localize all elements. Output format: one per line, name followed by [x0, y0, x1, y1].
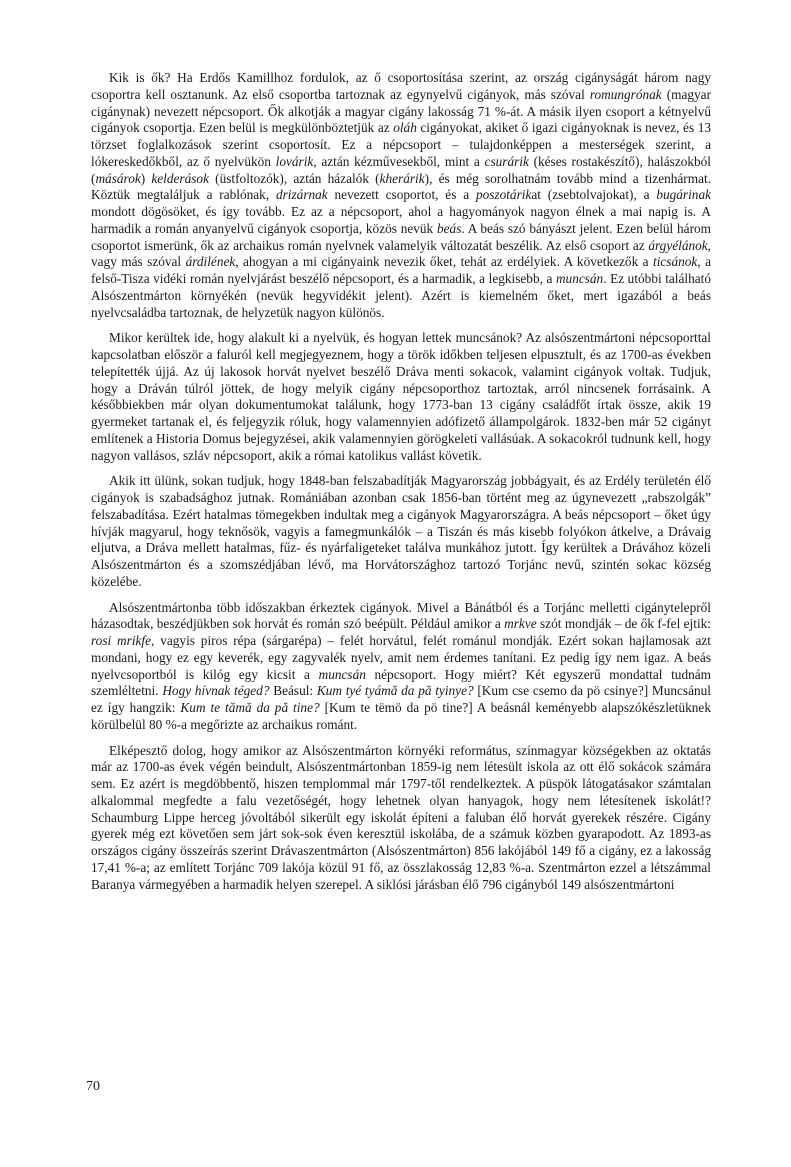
text-run: . Ez utóbbi található Alsószentmárton környékén (nevük hegyvidékit jelent). Azért is kiemelném őket, mert igazából a beás nyelvcsaládba tartoznak, de helyzetük nagyon különös.: [91, 271, 711, 320]
italic-term: rosi mrikfe: [91, 633, 152, 648]
paragraph-2: [91, 330, 711, 464]
text-run: , aztán kézművesekből, mint a: [313, 153, 485, 169]
italic-term: csurárik: [484, 153, 529, 169]
italic-term: kherárik: [379, 170, 425, 186]
italic-term: muncsán: [555, 271, 604, 286]
paragraph-4: [91, 600, 711, 734]
text-run: (üstfoltozók), aztán házalók (: [208, 170, 380, 186]
italic-term: romungrónak: [589, 86, 662, 102]
text-run: at (zsebtolvajokat), a: [531, 187, 657, 203]
text-run: népcsoport. Hogy miért? Két egyszerű mondattal tudnám szemléltetni.: [91, 666, 711, 699]
italic-term: poszotárik: [475, 187, 532, 203]
text-run: . A beás szó bányászt jelent. Ezen belül három csoportot ismerünk, ők az archaikus román nyelvnek valamelyik változatát beszélik. Az első csoport az: [91, 220, 711, 253]
text-run: (késes rostakészítő), halászokból (: [91, 153, 712, 186]
page-number: 70: [86, 1079, 100, 1094]
text-run: ), és még sorolhatnám tovább mind a tizenhármat. Köztük megtaláljuk a rablónak,: [91, 170, 711, 203]
text-run: , vagyis piros répa (sárgarépa) – felét horvátul, felét románul mondják. Ezért sokan hajlamosak azt mondani, hogy ez egy keverék, egy zagyvalék nyelv, amit nem érdemes tanítani. Ez pedig így nem igaz. A beás nyelvcsoportból is kilóg egy kicsit a: [91, 633, 711, 682]
italic-term: másárok: [95, 170, 141, 186]
text-run: [Kum cse csemo da pö csinye?] Muncsánul ez így hangzik:: [91, 683, 711, 715]
text-run: mondott dögösöket, és így tovább. Ez az a népcsoport, ahol a hagyományok nagyon élnek a mai napig is. A harmadik a román anyanyelvű cigányok csoportja, közös nevük: [91, 204, 711, 236]
text-run: Alsószentmártonba több időszakban érkeztek cigányok. Mivel a Bánátból és a Torjánc melletti cigánytelepről házasodtak, beszédjükben sok horvát és román szó beépült. Például amikor a: [91, 599, 711, 632]
italic-term: ticsánok: [653, 254, 698, 270]
italic-term: kelderások: [151, 170, 209, 186]
text-run: , ahogyan a mi cigányaink nevezik őket, tehát az erdélyiek. A következők a: [235, 254, 653, 270]
italic-term: Kum te tămă da pă tine?: [180, 700, 320, 715]
italic-term: árgyélánok: [648, 237, 708, 253]
italic-term: lovárik: [275, 153, 314, 169]
text-run: , vagy más szóval: [91, 237, 711, 270]
text-run: Beásul:: [269, 683, 317, 699]
body-text: [91, 70, 711, 893]
italic-term: mrkve: [504, 616, 537, 632]
italic-term: Hogy hívnak téged?: [162, 683, 270, 699]
text-run: nevezett csoportot, és a: [327, 187, 476, 203]
italic-term: Kum tyé tyámă da pă tyinye?: [316, 683, 474, 699]
text-run: , a felső-Tisza vidéki román nyelvjárást beszélő népcsoport, és a harmadik, a legkisebb, a: [91, 254, 711, 286]
text-run: ): [140, 170, 152, 186]
text-run: Akik itt ülünk, sokan tudjuk, hogy 1848-ban felszabadítják Magyarország jobbágyait, és az Erdély területén élő cigányok is szabadsághoz jutnak. Romániában azonban csak 1856-ban történt meg az úgynevezett „rabszolgák” felszabadítása. Ezért hatalmas tömegekben indultak meg a cigányok Magyarországra. A beás népcsoport – őket úgy hívják magyarul, hogy teknősök, vagyis a famegmunkálók – a Tiszán és más kisebb folyókon átkelve, a Drávaig eljutva, a Dráva mellett hatalmas, fűz- és nyárfaligeteket találva munkához jutott. Így kerültek a Drávához közeli Alsószentmárton és a szomszédjában lévő, ma Horvátországhoz tartozó Torjánc nevű, szintén sokac község közelébe.: [91, 473, 711, 589]
text-run: (magyar cigánynak) nevezett népcsoport. Ők alkotják a magyar cigány lakosság 71 %-át. A másik ilyen csoport a kétnyelvű cigányok csoportja. Ezen belül is megkülönböztetjük az: [91, 86, 711, 136]
italic-term: drizárnak: [275, 187, 328, 203]
text-run: cigányokat, akiket ő igazi cigányoknak is nevez, és 13 törzset foglalkozások szerint csoportosít. Ez a népcsoport – tulajdonképpen a mesterségek szerint, a lókereskedőkből, az ő nyelvükön: [91, 120, 711, 169]
italic-term: árdilének: [185, 254, 236, 270]
text-run: Kik is ők? Ha Erdős Kamillhoz fordulok, az ő csoportosítása szerint, az ország cigányságát három nagy csoportra kell osztanunk. Az első csoportba tartoznak az egynyelvű cigányok, más szóval: [91, 70, 711, 102]
paragraph-3: [91, 473, 711, 590]
paragraph-1: [91, 70, 711, 321]
italic-term: oláh: [393, 120, 417, 136]
italic-term: beás: [437, 220, 462, 236]
text-run: szót mondják – de ők f-fel ejtik:: [536, 616, 711, 632]
italic-term: bugárinak: [656, 187, 711, 203]
paragraph-5: [91, 743, 711, 894]
italic-term: muncsán: [318, 666, 366, 682]
text-run: Mikor kerültek ide, hogy alakult ki a nyelvük, és hogyan lettek muncsánok? Az alsószentmártoni népcsoporttal kapcsolatban először a faluról kell megjegyeznem, hogy a török időkben teljesen elpusztult, és az 1700-as években telepítették újjá. Az új lakosok horvát nyelvet beszélő Dráva menti sokacok, valamint cigányok voltak. Tudjuk, hogy a Dráván túlról jöttek, de hogy melyik cigány népcsoporthoz tartoztak, arról nincsenek forrásaink. A későbbiekben már olyan dokumentumokat találunk, hogy 1773-ban 13 cigány családfőt írtak össze, akik 19 gyermeket tartanak el, és feljegyzik róluk, hogy valamennyien adófizető állampolgárok. 1832-ben már 52 cigányt említenek a Historia Domus bejegyzései, akik valamennyien görögkeleti vallásúak. A sokacokról tudnunk kell, hogy nagyon vallásos, szláv népcsoport, akik a római katolikus vallást követik.: [91, 330, 711, 463]
text-run: [Kum te tëmö da pö tine?] A beásnál keményebb alapszókészletüknek körülbelül 80 %-a megőrizte az archaikus románt.: [91, 700, 711, 732]
text-run: Elképesztő dolog, hogy amikor az Alsószentmárton környéki református, színmagyar községekben az oktatás már az 1700-as évek végén beindult, Alsószentmártonban 1859-ig nem létesült iskola az ott élő sokácok számára sem. Ez azért is megdöbbentő, hiszen templommal már 1797-től rendelkeztek. A püspök látogatásakor számtalan alkalommal megfedte a falu vezetőségét, hogy lehetnek olyan hanyagok, hogy nem létesítenek iskolát!? Schaumburg Lippe herceg jóvoltából sikerült egy iskolát építeni a faluban élő horvát gyerekek részére. Cigány gyerek még ezt követően sem járt sok-sok éven keresztül iskolába, de a számuk közben gyarapodott. Az 1893-as országos cigány összeírás szerint Drávaszentmárton (Alsószentmárton) 856 lakójából 149 fő a cigány, ez a lakosság 17,41 %-a; az említett Torjánc 709 lakója közül 91 fő, az összlakosság 12,83 %-a. Szentmárton ezzel a létszámmal Baranya vármegyében a harmadik helyen szerepel. A siklósi járásban élő 796 cigányból 149 alsószentmártoni: [91, 742, 711, 892]
